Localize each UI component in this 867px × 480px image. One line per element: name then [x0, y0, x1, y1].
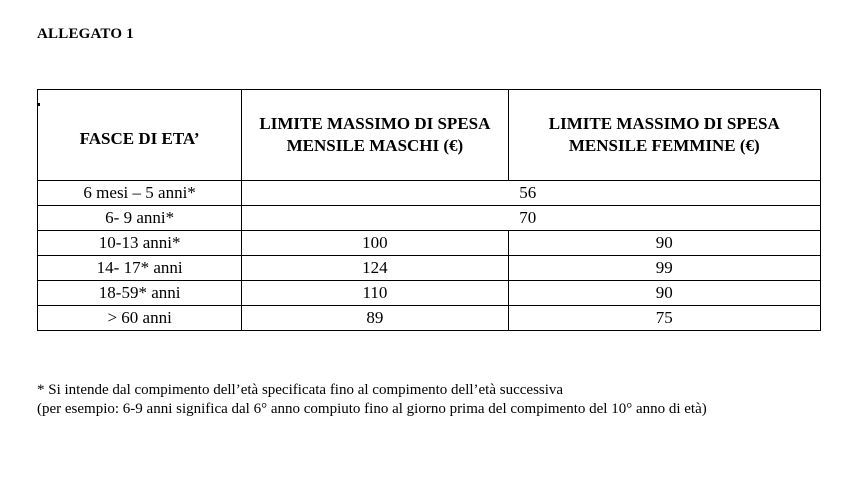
- male-limit-cell: 100: [242, 231, 508, 256]
- female-limit-cell: 75: [508, 306, 820, 331]
- age-band-cell: 10-13 anni*: [38, 231, 242, 256]
- female-limit-cell: 90: [508, 281, 820, 306]
- table-row: [38, 206, 821, 231]
- document-heading: ALLEGATO 1: [37, 26, 134, 42]
- table-row: [38, 306, 821, 331]
- male-limit-cell: 89: [242, 306, 508, 331]
- table-row: [38, 256, 821, 281]
- footnote: [37, 381, 837, 419]
- female-limit-cell: 90: [508, 231, 820, 256]
- table-row: [38, 281, 821, 306]
- male-limit-cell: 110: [242, 281, 508, 306]
- combined-limit-cell: 56: [242, 181, 821, 206]
- table-header-row: [38, 90, 821, 181]
- scan-speck: [38, 103, 40, 106]
- age-band-cell: > 60 anni: [38, 306, 242, 331]
- combined-limit-cell: 70: [242, 206, 821, 231]
- age-band-cell: 6- 9 anni*: [38, 206, 242, 231]
- female-limit-cell: 99: [508, 256, 820, 281]
- age-band-cell: 6 mesi – 5 anni*: [38, 181, 242, 206]
- footnote-definition: * Si intende dal compimento dell’età specificata fino al compimento dell’età successiva: [37, 382, 564, 398]
- footnote-example: (per esempio: 6-9 anni significa dal 6° anno compiuto fino al giorno prima del compimento del 10° anno di età): [37, 401, 707, 417]
- table-row: [38, 231, 821, 256]
- header-age-bands: FASCE DI ETA’: [38, 90, 242, 181]
- table-row: [38, 181, 821, 206]
- age-band-cell: 18-59* anni: [38, 281, 242, 306]
- age-band-cell: 14- 17* anni: [38, 256, 242, 281]
- spending-limits-table: [37, 89, 821, 331]
- header-male-limit: LIMITE MASSIMO DI SPESA MENSILE MASCHI (€): [242, 90, 508, 181]
- male-limit-cell: 124: [242, 256, 508, 281]
- header-female-limit: LIMITE MASSIMO DI SPESA MENSILE FEMMINE (€): [508, 90, 820, 181]
